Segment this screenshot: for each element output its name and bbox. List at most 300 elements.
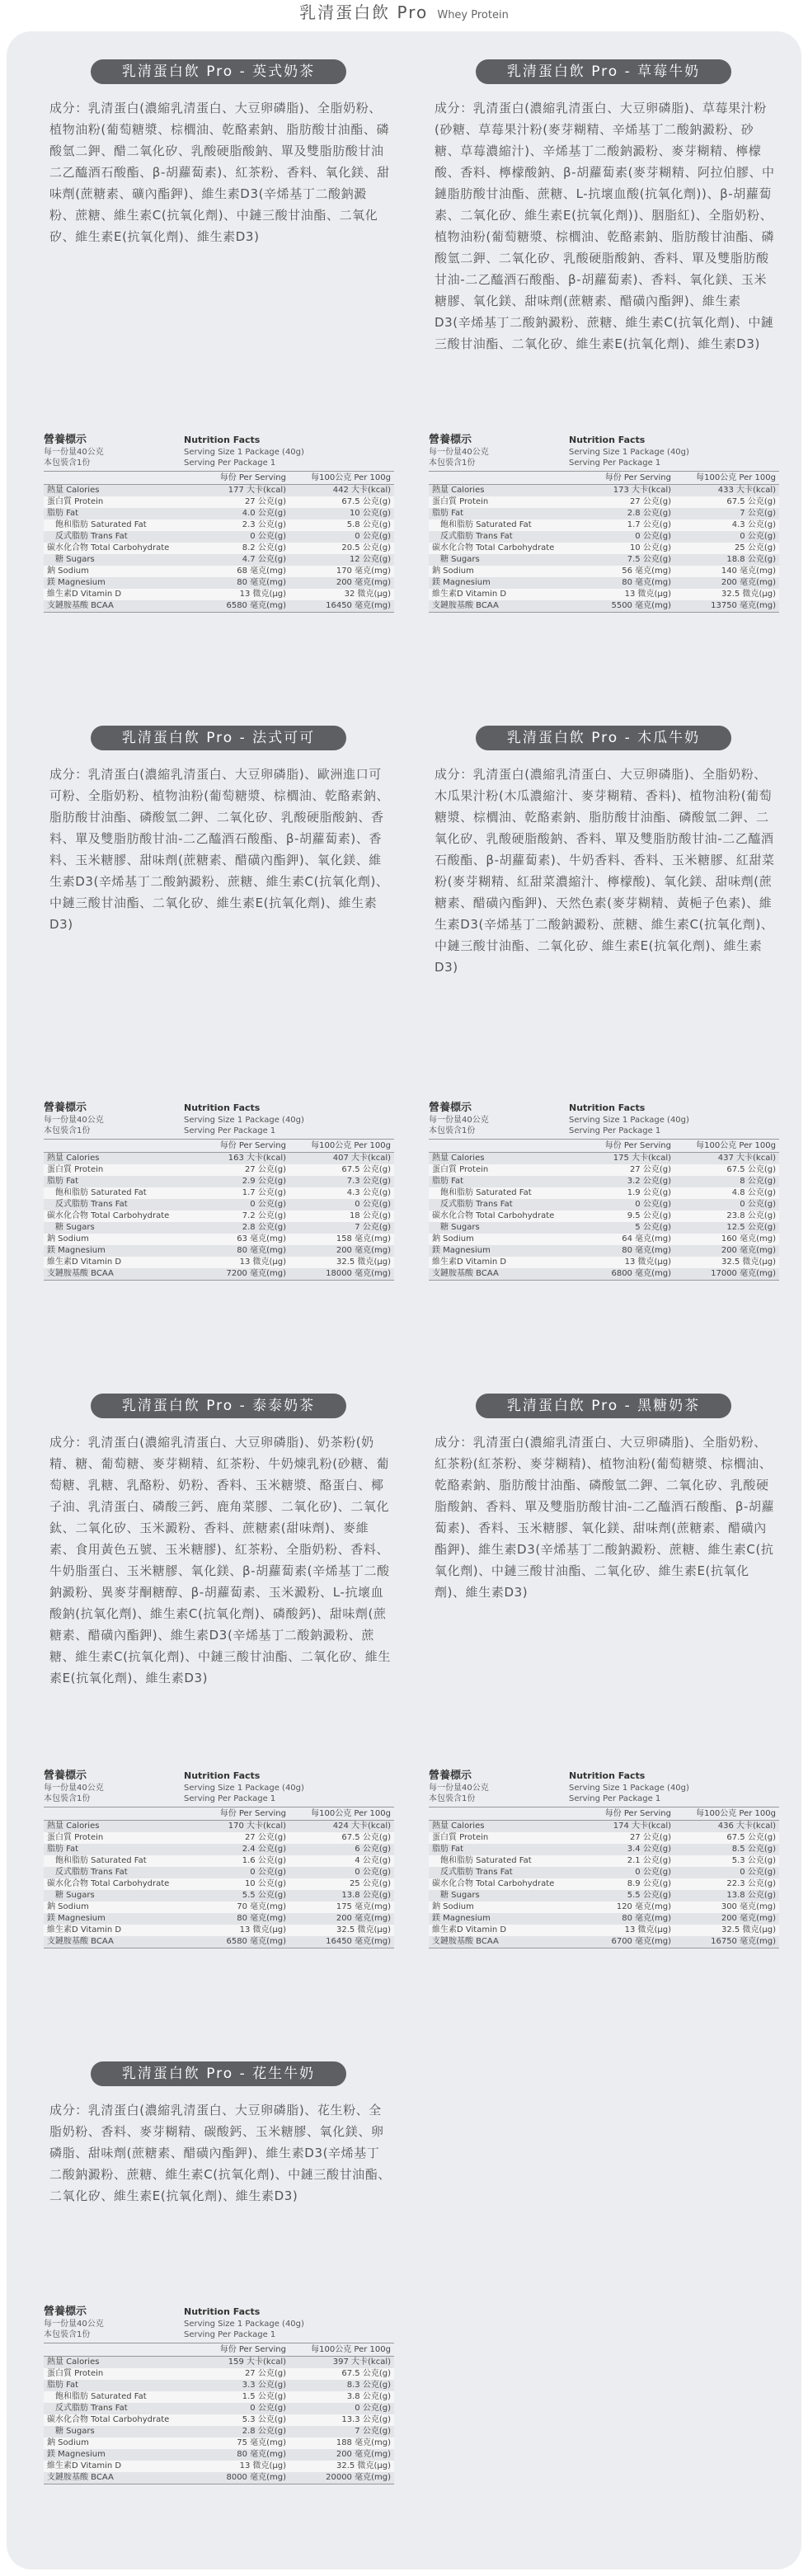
per-serving-value: 1.7 公克(g) <box>242 1188 286 1197</box>
nutrient-name: 維生素D Vitamin D <box>432 590 507 599</box>
nutrition-table <box>44 433 394 613</box>
nutrient-name: 碳水化合物 Total Carbohydrate <box>432 1211 555 1220</box>
per-serving-value: 5.3 公克(g) <box>242 2415 286 2424</box>
nutrition-title-en: Nutrition Facts <box>184 435 261 445</box>
per-100g-value: 188 毫克(mg) <box>336 2438 391 2447</box>
per-serving-value: 159 大卡(kcal) <box>228 2357 286 2367</box>
per-serving-value: 27 公克(g) <box>244 1833 286 1842</box>
nutrition-row <box>44 1153 394 1164</box>
nutrition-row <box>429 1176 779 1187</box>
nutrient-name: 脂肪 Fat <box>47 1177 79 1186</box>
per-100g-value: 436 大卡(kcal) <box>717 1822 776 1831</box>
nutrition-row <box>44 1901 394 1913</box>
ingredients-text: 成分：乳清蛋白(濃縮乳清蛋白、大豆卵磷脂)、歐洲進口可可粉、全脂奶粉、植物油粉(葡萄糖漿、棕櫚油、乾酪素鈉、脂肪酸甘油酯、磷酸氫二鉀、二氧化矽、乳酸硬脂酸鈉、香料、單及雙脂肪酸甘油-二乙醯酒石酸酯、β-胡蘿蔔素)、香料、玉米糖膠、甜味劑(蔗糖素、醋磺內酯鉀)、氧化鎂、維生素D3(辛烯基丁二酸鈉澱粉、蔗糖、維生素C(抗氧化劑)、中鏈三酸甘油酯、二氧化矽、維生素E(抗氧化劑)、維生素D3) <box>49 767 390 932</box>
per-100g-value: 4.8 公克(g) <box>731 1188 776 1197</box>
serving-size-zh: 每一份量40公克 <box>44 1784 104 1793</box>
nutrition-row <box>429 1867 779 1878</box>
nutrient-name: 蛋白質 Protein <box>432 1833 489 1842</box>
per-serving-value: 6700 毫克(mg) <box>611 1937 671 1946</box>
nutrient-name: 蛋白質 Protein <box>47 1833 104 1842</box>
nutrition-row <box>44 2437 394 2449</box>
nutrition-row <box>44 531 394 543</box>
per-100g-header: 每100公克 Per 100g <box>696 1141 776 1150</box>
per-serving-value: 0 公克(g) <box>635 1200 671 1209</box>
nutrient-name: 鎂 Magnesium <box>47 578 106 587</box>
nutrient-name: 維生素D Vitamin D <box>47 590 122 599</box>
serving-size-en: Serving Size 1 Package (40g) <box>184 1784 304 1793</box>
per-100g-header: 每100公克 Per 100g <box>311 2345 391 2354</box>
serving-size-en: Serving Size 1 Package (40g) <box>569 1116 689 1125</box>
product-title: 乳清蛋白飲 Pro - 木瓜牛奶 <box>476 726 731 750</box>
per-100g-value: 67.5 公克(g) <box>726 497 776 506</box>
nutrition-row <box>44 1867 394 1878</box>
per-serving-value: 1.5 公克(g) <box>242 2392 286 2401</box>
per-100g-value: 67.5 公克(g) <box>726 1165 776 1174</box>
nutrition-row <box>44 554 394 566</box>
nutrient-name: 維生素D Vitamin D <box>47 1257 122 1267</box>
product-section <box>45 2061 392 2207</box>
servings-per-package-en: Serving Per Package 1 <box>184 2330 276 2339</box>
per-100g-value: 25 公克(g) <box>734 543 776 552</box>
servings-per-package-zh: 本包裝含1份 <box>429 1126 476 1135</box>
nutrient-name: 反式脂肪 Trans Fat <box>440 1200 513 1209</box>
per-serving-value: 7200 毫克(mg) <box>226 1269 286 1278</box>
nutrient-name: 熱量 Calories <box>47 1154 100 1163</box>
nutrition-row <box>429 1855 779 1867</box>
per-100g-value: 16450 毫克(mg) <box>326 601 391 610</box>
per-100g-value: 32 微克(μg) <box>344 590 391 599</box>
servings-per-package-zh: 本包裝含1份 <box>44 2330 91 2339</box>
product-section <box>45 1394 392 1689</box>
ingredients-text: 成分：乳清蛋白(濃縮乳清蛋白、大豆卵磷脂)、全脂奶粉、植物油粉(葡萄糖漿、棕櫚油、乾酪素鈉、脂肪酸甘油酯、磷酸氫二鉀、醋二氧化矽、乳酸硬脂酸鈉、單及雙脂肪酸甘油二乙醯酒石酸酯、β-胡蘿蔔素)、紅茶粉、香料、氧化鎂、甜味劑(蔗糖素、礦內酯鉀)、維生素D3(辛烯基丁二酸鈉澱粉、蔗糖、維生素C(抗氧化劑)、中鏈三酸甘油酯、二氧化矽、維生素E(抗氧化劑)、維生素D3) <box>49 101 390 244</box>
nutrition-row <box>44 1164 394 1176</box>
per-100g-value: 200 毫克(mg) <box>336 1914 391 1923</box>
per-serving-value: 0 公克(g) <box>635 532 671 541</box>
per-100g-value: 23.8 公克(g) <box>726 1211 776 1220</box>
nutrition-table <box>44 1101 394 1281</box>
per-100g-value: 22.3 公克(g) <box>726 1879 776 1888</box>
nutrition-title-zh: 營養標示 <box>429 434 472 446</box>
per-100g-value: 437 大卡(kcal) <box>717 1154 776 1163</box>
servings-per-package-zh: 本包裝含1份 <box>44 1126 91 1135</box>
nutrient-name: 蛋白質 Protein <box>432 1165 489 1174</box>
per-serving-value: 27 公克(g) <box>244 1165 286 1174</box>
per-serving-value: 10 公克(g) <box>244 1879 286 1888</box>
nutrition-row <box>44 1936 394 1948</box>
nutrient-name: 鎂 Magnesium <box>432 1246 491 1255</box>
per-100g-value: 25 公克(g) <box>349 1879 391 1888</box>
serving-size-zh: 每一份量40公克 <box>429 448 489 457</box>
servings-per-package-en: Serving Per Package 1 <box>569 1794 661 1803</box>
nutrition-table <box>44 1769 394 1948</box>
per-100g-value: 18.8 公克(g) <box>726 555 776 564</box>
nutrient-name: 反式脂肪 Trans Fat <box>55 1868 128 1877</box>
per-100g-value: 67.5 公克(g) <box>341 1833 391 1842</box>
per-serving-value: 13 微克(μg) <box>239 1925 286 1934</box>
nutrient-name: 支鏈胺基酸 BCAA <box>432 601 499 610</box>
per-100g-value: 32.5 微克(μg) <box>721 1257 776 1267</box>
per-serving-value: 7.5 公克(g) <box>627 555 671 564</box>
per-serving-value: 80 毫克(mg) <box>622 1246 671 1255</box>
per-serving-value: 0 公克(g) <box>635 1868 671 1877</box>
product-title: 乳清蛋白飲 Pro - 黑糖奶茶 <box>476 1394 731 1418</box>
nutrient-name: 鎂 Magnesium <box>432 578 491 587</box>
nutrition-row <box>44 1832 394 1844</box>
per-100g-value: 175 毫克(mg) <box>336 1902 391 1911</box>
nutrient-name: 飽和脂肪 Saturated Fat <box>440 1188 532 1197</box>
per-serving-value: 80 毫克(mg) <box>622 578 671 587</box>
per-100g-value: 17000 毫克(mg) <box>711 1269 776 1278</box>
per-100g-value: 442 大卡(kcal) <box>332 486 391 495</box>
nutrition-title-en: Nutrition Facts <box>184 1770 261 1781</box>
nutrition-row <box>44 1890 394 1901</box>
per-serving-value: 8000 毫克(mg) <box>226 2473 286 2482</box>
per-serving-value: 174 大卡(kcal) <box>613 1822 671 1831</box>
per-serving-value: 13 微克(μg) <box>624 1257 671 1267</box>
per-serving-value: 2.8 公克(g) <box>627 509 671 518</box>
nutrient-name: 碳水化合物 Total Carbohydrate <box>47 543 170 552</box>
per-100g-value: 4 公克(g) <box>355 1856 391 1865</box>
servings-per-package-en: Serving Per Package 1 <box>184 458 276 468</box>
nutrition-row <box>429 566 779 577</box>
per-serving-value: 0 公克(g) <box>250 2404 286 2413</box>
per-100g-header: 每100公克 Per 100g <box>696 473 776 482</box>
nutrition-row <box>429 1936 779 1948</box>
nutrient-name: 熱量 Calories <box>47 2357 100 2367</box>
per-serving-value: 5 公克(g) <box>635 1223 671 1232</box>
nutrition-row <box>44 2357 394 2368</box>
serving-size-en: Serving Size 1 Package (40g) <box>569 1784 689 1793</box>
per-100g-header: 每100公克 Per 100g <box>696 1809 776 1818</box>
nutrient-name: 熱量 Calories <box>47 486 100 495</box>
nutrient-name: 碳水化合物 Total Carbohydrate <box>47 2415 170 2424</box>
nutrient-name: 鈉 Sodium <box>432 566 474 576</box>
nutrient-name: 反式脂肪 Trans Fat <box>55 2404 128 2413</box>
nutrient-name: 鎂 Magnesium <box>47 1246 106 1255</box>
nutrient-name: 糖 Sugars <box>55 1891 95 1900</box>
nutrition-row <box>44 2449 394 2461</box>
nutrient-name: 鈉 Sodium <box>47 1902 89 1911</box>
nutrition-row <box>429 1832 779 1844</box>
per-100g-value: 8 公克(g) <box>740 1177 776 1186</box>
nutrition-row <box>429 1913 779 1925</box>
nutrition-title-en: Nutrition Facts <box>184 1102 261 1113</box>
ingredients-text: 成分：乳清蛋白(濃縮乳清蛋白、大豆卵磷脂)、全脂奶粉、紅茶粉(紅茶粉、麥芽糊精)、植物油粉(葡萄糖漿、棕櫚油、乾酪素鈉、脂肪酸甘油酯、磷酸氫二鉀、二氧化矽、乳酸硬脂酸鈉、香料、單及雙脂肪酸甘油-二乙醯酒石酸酯、β-胡蘿蔔素)、香料、玉米糖膠、氧化鎂、甜味劑(蔗糖素、醋磺內酯鉀)、維生素D3(辛烯基丁二酸鈉澱粉、蔗糖、維生素C(抗氧化劑)、中鏈三酸甘油酯、二氧化矽、維生素E(抗氧化劑)、維生素D3) <box>435 1435 775 1600</box>
nutrition-row <box>429 1187 779 1199</box>
per-100g-value: 0 公克(g) <box>740 532 776 541</box>
nutrient-name: 蛋白質 Protein <box>432 497 489 506</box>
nutrition-row <box>429 1257 779 1268</box>
per-100g-value: 8.5 公克(g) <box>731 1845 776 1854</box>
per-100g-header: 每100公克 Per 100g <box>311 1809 391 1818</box>
nutrition-row <box>44 1176 394 1187</box>
nutrition-column-header <box>44 1807 394 1820</box>
nutrient-name: 鎂 Magnesium <box>432 1914 491 1923</box>
nutrition-row <box>44 1234 394 1245</box>
per-100g-value: 8.3 公克(g) <box>346 2381 391 2390</box>
per-100g-value: 16450 毫克(mg) <box>326 1937 391 1946</box>
per-serving-value: 13 微克(μg) <box>239 590 286 599</box>
nutrition-row <box>429 1821 779 1832</box>
per-serving-value: 170 大卡(kcal) <box>228 1822 286 1831</box>
nutrient-name: 糖 Sugars <box>440 1891 480 1900</box>
nutrition-row <box>429 1210 779 1222</box>
nutrient-name: 反式脂肪 Trans Fat <box>440 1868 513 1877</box>
per-100g-value: 433 大卡(kcal) <box>717 486 776 495</box>
nutrition-row <box>44 2403 394 2414</box>
nutrient-name: 熱量 Calories <box>432 1822 485 1831</box>
nutrient-name: 支鏈胺基酸 BCAA <box>432 1937 499 1946</box>
product-section <box>45 726 392 935</box>
per-100g-value: 13.8 公克(g) <box>341 1891 391 1900</box>
per-serving-value: 80 毫克(mg) <box>237 578 286 587</box>
nutrient-name: 鈉 Sodium <box>432 1902 474 1911</box>
per-100g-value: 200 毫克(mg) <box>721 578 776 587</box>
nutrition-row <box>429 600 779 612</box>
per-100g-value: 20.5 公克(g) <box>341 543 391 552</box>
per-serving-value: 27 公克(g) <box>244 497 286 506</box>
per-100g-value: 32.5 微克(μg) <box>336 2461 391 2470</box>
per-serving-value: 80 毫克(mg) <box>622 1914 671 1923</box>
nutrition-row <box>44 1844 394 1855</box>
per-serving-value: 1.6 公克(g) <box>242 1856 286 1865</box>
per-serving-value: 5.5 公克(g) <box>627 1891 671 1900</box>
per-serving-value: 13 微克(μg) <box>239 2461 286 2470</box>
product-title: 乳清蛋白飲 Pro - 法式可可 <box>91 726 346 750</box>
page-title: 乳清蛋白飲 Pro <box>299 2 429 22</box>
servings-per-package-en: Serving Per Package 1 <box>184 1126 276 1135</box>
per-100g-value: 5.3 公克(g) <box>731 1856 776 1865</box>
nutrition-column-header <box>429 471 779 484</box>
servings-per-package-en: Serving Per Package 1 <box>569 1126 661 1135</box>
nutrition-row <box>44 1222 394 1234</box>
per-100g-value: 32.5 微克(μg) <box>721 590 776 599</box>
nutrient-name: 飽和脂肪 Saturated Fat <box>55 1188 147 1197</box>
per-serving-value: 173 大卡(kcal) <box>613 486 671 495</box>
nutrient-name: 反式脂肪 Trans Fat <box>55 532 128 541</box>
per-100g-value: 7.3 公克(g) <box>346 1177 391 1186</box>
nutrition-title-zh: 營養標示 <box>429 1770 472 1782</box>
per-serving-value: 1.9 公克(g) <box>627 1188 671 1197</box>
nutrition-row <box>429 531 779 543</box>
nutrition-row <box>429 1234 779 1245</box>
per-100g-value: 300 毫克(mg) <box>721 1902 776 1911</box>
per-serving-value: 80 毫克(mg) <box>237 1246 286 1255</box>
nutrition-row <box>44 2461 394 2472</box>
nutrition-row <box>44 1257 394 1268</box>
page-subtitle: Whey Protein <box>437 9 509 21</box>
nutrition-row <box>429 1153 779 1164</box>
nutrient-name: 熱量 Calories <box>47 1822 100 1831</box>
per-100g-value: 158 毫克(mg) <box>336 1234 391 1243</box>
nutrition-title-zh: 營養標示 <box>44 1102 87 1114</box>
product-title: 乳清蛋白飲 Pro - 花生牛奶 <box>91 2061 346 2086</box>
nutrition-row <box>44 577 394 589</box>
servings-per-package-zh: 本包裝含1份 <box>429 458 476 468</box>
nutrient-name: 鎂 Magnesium <box>47 2450 106 2459</box>
per-serving-value: 27 公克(g) <box>629 1833 671 1842</box>
per-100g-value: 18000 毫克(mg) <box>326 1269 391 1278</box>
nutrition-row <box>429 543 779 554</box>
nutrition-row <box>44 496 394 508</box>
nutrient-name: 支鏈胺基酸 BCAA <box>47 601 114 610</box>
per-serving-value: 6580 毫克(mg) <box>226 601 286 610</box>
per-100g-value: 200 毫克(mg) <box>336 578 391 587</box>
nutrient-name: 反式脂肪 Trans Fat <box>440 532 513 541</box>
per-serving-value: 8.9 公克(g) <box>627 1879 671 1888</box>
nutrient-name: 碳水化合物 Total Carbohydrate <box>432 543 555 552</box>
per-100g-value: 13750 毫克(mg) <box>711 601 776 610</box>
per-serving-value: 2.1 公克(g) <box>627 1856 671 1865</box>
product-title: 乳清蛋白飲 Pro - 泰泰奶茶 <box>91 1394 346 1418</box>
per-serving-value: 3.3 公克(g) <box>242 2381 286 2390</box>
per-serving-value: 75 毫克(mg) <box>237 2438 286 2447</box>
nutrition-row <box>44 543 394 554</box>
per-serving-header: 每份 Per Serving <box>604 473 671 482</box>
per-100g-value: 32.5 微克(μg) <box>336 1925 391 1934</box>
nutrient-name: 支鏈胺基酸 BCAA <box>47 2473 114 2482</box>
per-100g-header: 每100公克 Per 100g <box>311 1141 391 1150</box>
ingredients-text: 成分：乳清蛋白(濃縮乳清蛋白、大豆卵磷脂)、花生粉、全脂奶粉、香料、麥芽糊精、碳酸鈣、玉米糖膠、氧化鎂、卵磷脂、甜味劑(蔗糖素、醋磺內酯鉀)、維生素D3(辛烯基丁二酸鈉澱粉、蔗糖、維生素C(抗氧化劑)、中鏈三酸甘油酯、二氧化矽、維生素E(抗氧化劑)、維生素D3) <box>49 2103 391 2203</box>
per-serving-value: 70 毫克(mg) <box>237 1902 286 1911</box>
serving-size-zh: 每一份量40公克 <box>44 2320 104 2329</box>
per-serving-header: 每份 Per Serving <box>219 1141 286 1150</box>
nutrient-name: 飽和脂肪 Saturated Fat <box>55 1856 147 1865</box>
nutrition-table <box>44 2305 394 2484</box>
nutrition-row <box>429 1844 779 1855</box>
nutrition-row <box>429 1890 779 1901</box>
per-serving-value: 0 公克(g) <box>250 1868 286 1877</box>
per-serving-value: 175 大卡(kcal) <box>613 1154 671 1163</box>
per-100g-value: 0 公克(g) <box>740 1200 776 1209</box>
per-serving-header: 每份 Per Serving <box>604 1809 671 1818</box>
per-100g-value: 0 公克(g) <box>740 1868 776 1877</box>
per-serving-value: 4.0 公克(g) <box>242 509 286 518</box>
nutrition-title-en: Nutrition Facts <box>184 2306 261 2317</box>
nutrition-row <box>44 519 394 531</box>
serving-size-zh: 每一份量40公克 <box>429 1116 489 1125</box>
nutrition-row <box>44 589 394 600</box>
nutrient-name: 支鏈胺基酸 BCAA <box>47 1937 114 1946</box>
per-serving-value: 68 毫克(mg) <box>237 566 286 576</box>
per-serving-value: 163 大卡(kcal) <box>228 1154 286 1163</box>
serving-size-en: Serving Size 1 Package (40g) <box>184 1116 304 1125</box>
nutrient-name: 飽和脂肪 Saturated Fat <box>440 1856 532 1865</box>
nutrient-name: 鎂 Magnesium <box>47 1914 106 1923</box>
per-100g-value: 12.5 公克(g) <box>726 1223 776 1232</box>
per-100g-value: 200 毫克(mg) <box>336 1246 391 1255</box>
nutrient-name: 鈉 Sodium <box>432 1234 474 1243</box>
per-100g-value: 200 毫克(mg) <box>336 2450 391 2459</box>
product-title: 乳清蛋白飲 Pro - 草莓牛奶 <box>476 59 731 84</box>
nutrition-row <box>44 1878 394 1890</box>
nutrient-name: 糖 Sugars <box>440 555 480 564</box>
nutrient-name: 糖 Sugars <box>55 555 95 564</box>
per-100g-value: 16750 毫克(mg) <box>711 1937 776 1946</box>
per-serving-value: 120 毫克(mg) <box>616 1902 671 1911</box>
per-100g-value: 6 公克(g) <box>355 1845 391 1854</box>
serving-size-zh: 每一份量40公克 <box>429 1784 489 1793</box>
nutrition-title-zh: 營養標示 <box>44 1770 87 1782</box>
per-100g-value: 13.3 公克(g) <box>341 2415 391 2424</box>
nutrient-name: 碳水化合物 Total Carbohydrate <box>47 1211 170 1220</box>
nutrition-row <box>44 485 394 496</box>
per-serving-value: 177 大卡(kcal) <box>228 486 286 495</box>
nutrition-row <box>44 2414 394 2426</box>
per-100g-value: 67.5 公克(g) <box>341 1165 391 1174</box>
serving-size-en: Serving Size 1 Package (40g) <box>184 2320 304 2329</box>
per-serving-header: 每份 Per Serving <box>219 473 286 482</box>
per-100g-value: 160 毫克(mg) <box>721 1234 776 1243</box>
per-100g-value: 200 毫克(mg) <box>721 1246 776 1255</box>
nutrient-name: 維生素D Vitamin D <box>432 1925 507 1934</box>
nutrition-row <box>429 1925 779 1936</box>
per-100g-value: 424 大卡(kcal) <box>332 1822 391 1831</box>
ingredients-text: 成分：乳清蛋白(濃縮乳清蛋白、大豆卵磷脂)、全脂奶粉、木瓜果汁粉(木瓜濃縮汁、麥芽糊精、香料)、植物油粉(葡萄糖漿、棕櫚油、乾酪素鈉、脂肪酸甘油酯、磷酸氫二鉀、二氧化矽、乳酸硬脂酸鈉、香料、單及雙脂肪酸甘油-二乙醯酒石酸酯、β-胡蘿蔔素)、牛奶香料、香料、玉米糖膠、紅甜菜粉(麥芽糊精、紅甜菜濃縮汁、檸檬酸)、氧化鎂、甜味劑(蔗糖素、醋磺內酯鉀)、天然色素(麥芽糊精、黃梔子色素)、維生素D3(辛烯基丁二酸鈉澱粉、蔗糖、維生素C(抗氧化劑)、中鏈三酸甘油酯、二氧化矽、維生素E(抗氧化劑)、維生素D3) <box>435 767 775 975</box>
nutrition-row <box>44 2368 394 2380</box>
nutrient-name: 鈉 Sodium <box>47 2438 89 2447</box>
per-100g-value: 67.5 公克(g) <box>341 497 391 506</box>
nutrition-column-header <box>429 1139 779 1152</box>
per-100g-value: 18 公克(g) <box>349 1211 391 1220</box>
nutrient-name: 脂肪 Fat <box>47 2381 79 2390</box>
nutrition-row <box>44 1210 394 1222</box>
per-serving-header: 每份 Per Serving <box>219 1809 286 1818</box>
nutrient-name: 熱量 Calories <box>432 1154 485 1163</box>
per-100g-value: 13.8 公克(g) <box>726 1891 776 1900</box>
per-100g-value: 7 公克(g) <box>740 509 776 518</box>
nutrient-name: 糖 Sugars <box>55 1223 95 1232</box>
per-serving-header: 每份 Per Serving <box>604 1141 671 1150</box>
nutrition-row <box>44 1245 394 1257</box>
nutrient-name: 脂肪 Fat <box>432 1845 464 1854</box>
per-serving-value: 63 毫克(mg) <box>237 1234 286 1243</box>
nutrient-name: 鈉 Sodium <box>47 566 89 576</box>
nutrition-row <box>44 1268 394 1280</box>
nutrient-name: 蛋白質 Protein <box>47 497 104 506</box>
nutrient-name: 碳水化合物 Total Carbohydrate <box>47 1879 170 1888</box>
per-serving-value: 3.4 公克(g) <box>627 1845 671 1854</box>
nutrition-row <box>429 485 779 496</box>
per-100g-value: 3.8 公克(g) <box>346 2392 391 2401</box>
per-serving-value: 1.7 公克(g) <box>627 520 671 529</box>
nutrient-name: 糖 Sugars <box>55 2427 95 2436</box>
nutrition-row <box>44 2380 394 2391</box>
nutrition-title-zh: 營養標示 <box>44 434 87 446</box>
serving-size-zh: 每一份量40公克 <box>44 1116 104 1125</box>
per-serving-value: 2.4 公克(g) <box>242 1845 286 1854</box>
per-serving-value: 80 毫克(mg) <box>237 2450 286 2459</box>
nutrient-name: 支鏈胺基酸 BCAA <box>47 1269 114 1278</box>
per-serving-value: 2.3 公克(g) <box>242 520 286 529</box>
nutrient-name: 脂肪 Fat <box>432 1177 464 1186</box>
nutrient-name: 飽和脂肪 Saturated Fat <box>55 2392 147 2401</box>
nutrition-row <box>429 1164 779 1176</box>
nutrition-row <box>429 496 779 508</box>
nutrition-row <box>44 1855 394 1867</box>
per-100g-value: 20000 毫克(mg) <box>326 2473 391 2482</box>
nutrition-title-zh: 營養標示 <box>44 2306 87 2318</box>
nutrient-name: 脂肪 Fat <box>47 1845 79 1854</box>
per-100g-value: 67.5 公克(g) <box>726 1833 776 1842</box>
per-100g-value: 4.3 公克(g) <box>346 1188 391 1197</box>
per-serving-value: 5.5 公克(g) <box>242 1891 286 1900</box>
per-serving-value: 27 公克(g) <box>629 497 671 506</box>
nutrient-name: 反式脂肪 Trans Fat <box>55 1200 128 1209</box>
nutrition-row <box>44 1199 394 1210</box>
nutrition-table <box>429 1769 779 1948</box>
serving-size-zh: 每一份量40公克 <box>44 448 104 457</box>
